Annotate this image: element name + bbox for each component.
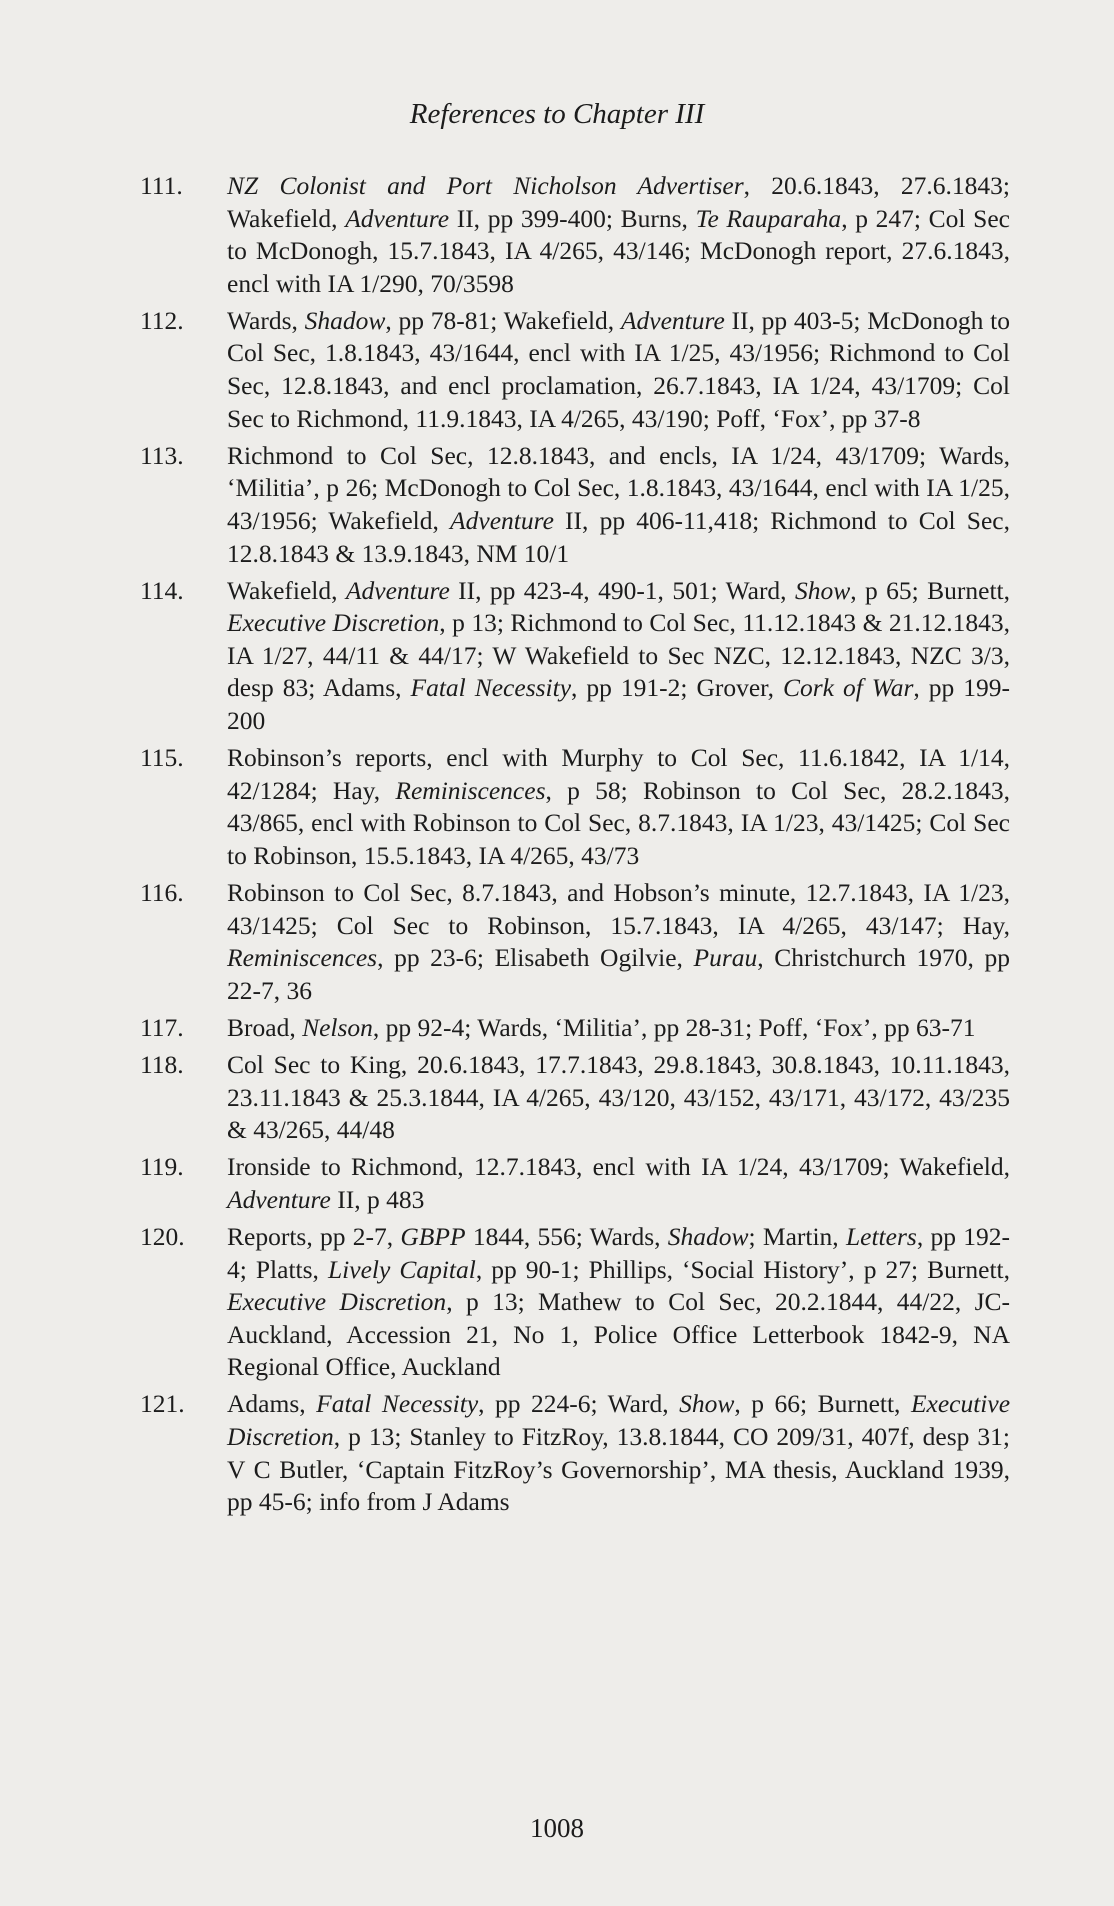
reference-text [227, 1151, 1010, 1216]
reference-number: 116. [140, 877, 184, 907]
text-segment: , pp 191-2; Grover, [571, 673, 783, 703]
reference-number: 120. [140, 1221, 185, 1251]
text-segment: , pp 23-6; Elisabeth Ogilvie, [377, 943, 694, 973]
italic-title: Cork of War [783, 673, 914, 703]
italic-title: Executive Discretion [227, 608, 440, 638]
italic-title: NZ Colonist and Port Nicholson Advertiser [227, 171, 744, 200]
reference-item [140, 877, 1010, 1007]
italic-title: Shadow [304, 305, 386, 335]
text-segment: Broad, [227, 1012, 303, 1042]
italic-title: Te Rauparaha [695, 203, 842, 233]
text-segment: , Christchurch 1970, pp 22-7, 36 [227, 943, 1010, 1005]
reference-item [140, 305, 1010, 435]
text-segment: Reports, pp 2-7, [227, 1221, 401, 1251]
text-segment: , pp 199-200 [227, 673, 1010, 735]
italic-title: Executive Discretion [227, 1287, 447, 1317]
reference-number: 113. [140, 440, 184, 470]
italic-title: Show [679, 1389, 735, 1419]
reference-number: 111. [140, 171, 183, 200]
text-segment: Wards, [227, 305, 305, 335]
italic-title: Adventure [345, 203, 450, 233]
reference-item [140, 170, 1010, 300]
reference-number: 114. [140, 575, 184, 605]
reference-item [140, 742, 1010, 872]
italic-title: Lively Capital [327, 1254, 476, 1284]
text-segment: Robinson’s reports, encl with Murphy to Col Sec, 11.6.1842, IA 1/14, 42/1284; Hay, [227, 743, 1010, 805]
text-segment: II, p 483 [330, 1184, 425, 1214]
reference-text [227, 742, 1010, 872]
reference-number: 119. [140, 1152, 184, 1182]
italic-title: Shadow [667, 1221, 749, 1251]
text-segment: ; Martin, [748, 1221, 846, 1251]
italic-title: Executive Discretion [227, 1389, 1011, 1451]
reference-text [227, 1012, 1010, 1045]
text-segment: II, pp 399-400; Burns, [449, 203, 696, 233]
text-segment: , p 13; Stanley to FitzRoy, 13.8.1844, CO 209/31, 407f, desp 31; V C Butler, ‘Captain FitzRoy’s Governorship’, MA thesis, Auckland 1939, pp 45-6; info from J Adams [227, 1421, 1010, 1517]
reference-item [140, 1388, 1010, 1518]
text-segment: , p 66; Burnett, [734, 1389, 911, 1419]
reference-item [140, 1221, 1010, 1384]
text-segment: , p 58; Robinson to Col Sec, 28.2.1843, 43/865, encl with Robinson to Col Sec, 8.7.1843, IA 1/23, 43/1425; Col Sec to Robinson, 15.5.1843, IA 4/265, 43/73 [227, 775, 1010, 870]
text-segment: , p 65; Burnett, [850, 575, 1010, 605]
italic-title: Reminiscences [227, 943, 378, 973]
text-segment: , pp 90-1; Phillips, ‘Social History’, p 27; Burnett, [475, 1254, 1010, 1284]
reference-number: 112. [140, 305, 184, 335]
text-segment: Robinson to Col Sec, 8.7.1843, and Hobson’s minute, 12.7.1843, IA 1/23, 43/1425; Col Sec to Robinson, 15.7.1843, IA 4/265, 43/147; Hay, [227, 877, 1010, 940]
text-segment: , pp 92-4; Wards, ‘Militia’, pp 28-31; Poff, ‘Fox’, pp 63-71 [372, 1012, 976, 1042]
text-segment: Col Sec to King, 20.6.1843, 17.7.1843, 29.8.1843, 30.8.1843, 10.11.1843, 23.11.1843 & 25.3.1844, IA 4/265, 43/120, 43/152, 43/171, 43/172, 43/235 & 43/265, 44/48 [227, 1049, 1010, 1145]
italic-title: Nelson [302, 1012, 373, 1042]
italic-title: Adventure [620, 305, 725, 335]
reference-number: 115. [140, 743, 184, 773]
text-segment: 1844, 556; Wards, [465, 1221, 668, 1251]
text-segment: , pp 78-81; Wakefield, [385, 305, 621, 335]
text-segment: II, pp 403-5; McDonogh to Col Sec, 1.8.1843, 43/1644, encl with IA 1/25, 43/1956; Richmond to Col Sec, 12.8.1843, and encl proclamation, 26.7.1843, IA 1/24, 43/1709; Col Sec to Richmond, 11.9.1843, IA 4/265, 43/190; Poff, ‘Fox’, pp 37-8 [227, 305, 1010, 433]
reference-text [227, 170, 1010, 300]
italic-title: Show [794, 575, 851, 605]
reference-number: 121. [140, 1389, 185, 1419]
reference-number: 118. [140, 1049, 184, 1079]
text-segment: , pp 192-4; Platts, [227, 1221, 1010, 1284]
italic-title: Fatal Necessity [410, 673, 572, 703]
italic-title: GBPP [400, 1221, 466, 1251]
reference-text [227, 1388, 1010, 1518]
reference-item [140, 1049, 1010, 1147]
reference-text [227, 440, 1010, 570]
text-segment: , 20.6.1843, 27.6.1843; Wakefield, [227, 171, 1010, 233]
text-segment: Richmond to Col Sec, 12.8.1843, and encls, IA 1/24, 43/1709; Wards, ‘Militia’, p 26; McDonogh to Col Sec, 1.8.1843, 43/1644, encl with IA 1/25, 43/1956; Wakefield, [227, 440, 1010, 535]
text-segment: , p 247; Col Sec to McDonogh, 15.7.1843, IA 4/265, 43/146; McDonogh report, 27.6.1843, encl with IA 1/290, 70/3598 [227, 203, 1010, 298]
page-number: 1008 [530, 1813, 584, 1843]
italic-title: Reminiscences [395, 775, 546, 805]
reference-item [140, 1012, 1010, 1045]
italic-title: Fatal Necessity [316, 1389, 479, 1419]
reference-item [140, 1151, 1010, 1216]
reference-text [227, 1049, 1010, 1147]
reference-number: 117. [140, 1012, 184, 1042]
reference-text [227, 877, 1010, 1007]
italic-title: Adventure [450, 505, 554, 535]
text-segment: II, pp 406-11,418; Richmond to Col Sec, 12.8.1843 & 13.9.1843, NM 10/1 [227, 505, 1010, 568]
italic-title: Adventure [227, 1184, 331, 1214]
reference-text [227, 1221, 1010, 1384]
text-segment: , p 13; Richmond to Col Sec, 11.12.1843 & 21.12.1843, IA 1/27, 44/11 & 44/17; W Wakefield to Sec NZC, 12.12.1843, NZC 3/3, desp 83; Adams, [227, 608, 1011, 703]
italic-title: Letters [845, 1221, 917, 1251]
text-segment: Ironside to Richmond, 12.7.1843, encl with IA 1/24, 43/1709; Wakefield, [227, 1152, 1010, 1182]
reference-text [227, 575, 1010, 738]
text-segment: II, pp 423-4, 490-1, 501; Ward, [449, 575, 795, 605]
text-segment: Wakefield, [227, 575, 346, 605]
reference-list [140, 170, 1010, 1523]
text-segment: Adams, [227, 1389, 317, 1419]
italic-title: Purau [693, 943, 758, 973]
reference-item [140, 575, 1010, 738]
reference-text [227, 305, 1010, 435]
reference-item [140, 440, 1010, 570]
text-segment: , p 13; Mathew to Col Sec, 20.2.1844, 44/22, JC-Auckland, Accession 21, No 1, Police Office Letterbook 1842-9, NA Regional Office, Auckland [227, 1287, 1011, 1382]
italic-title: Adventure [345, 575, 450, 605]
text-segment: , pp 224-6; Ward, [478, 1389, 680, 1419]
running-header: References to Chapter III [409, 98, 705, 130]
